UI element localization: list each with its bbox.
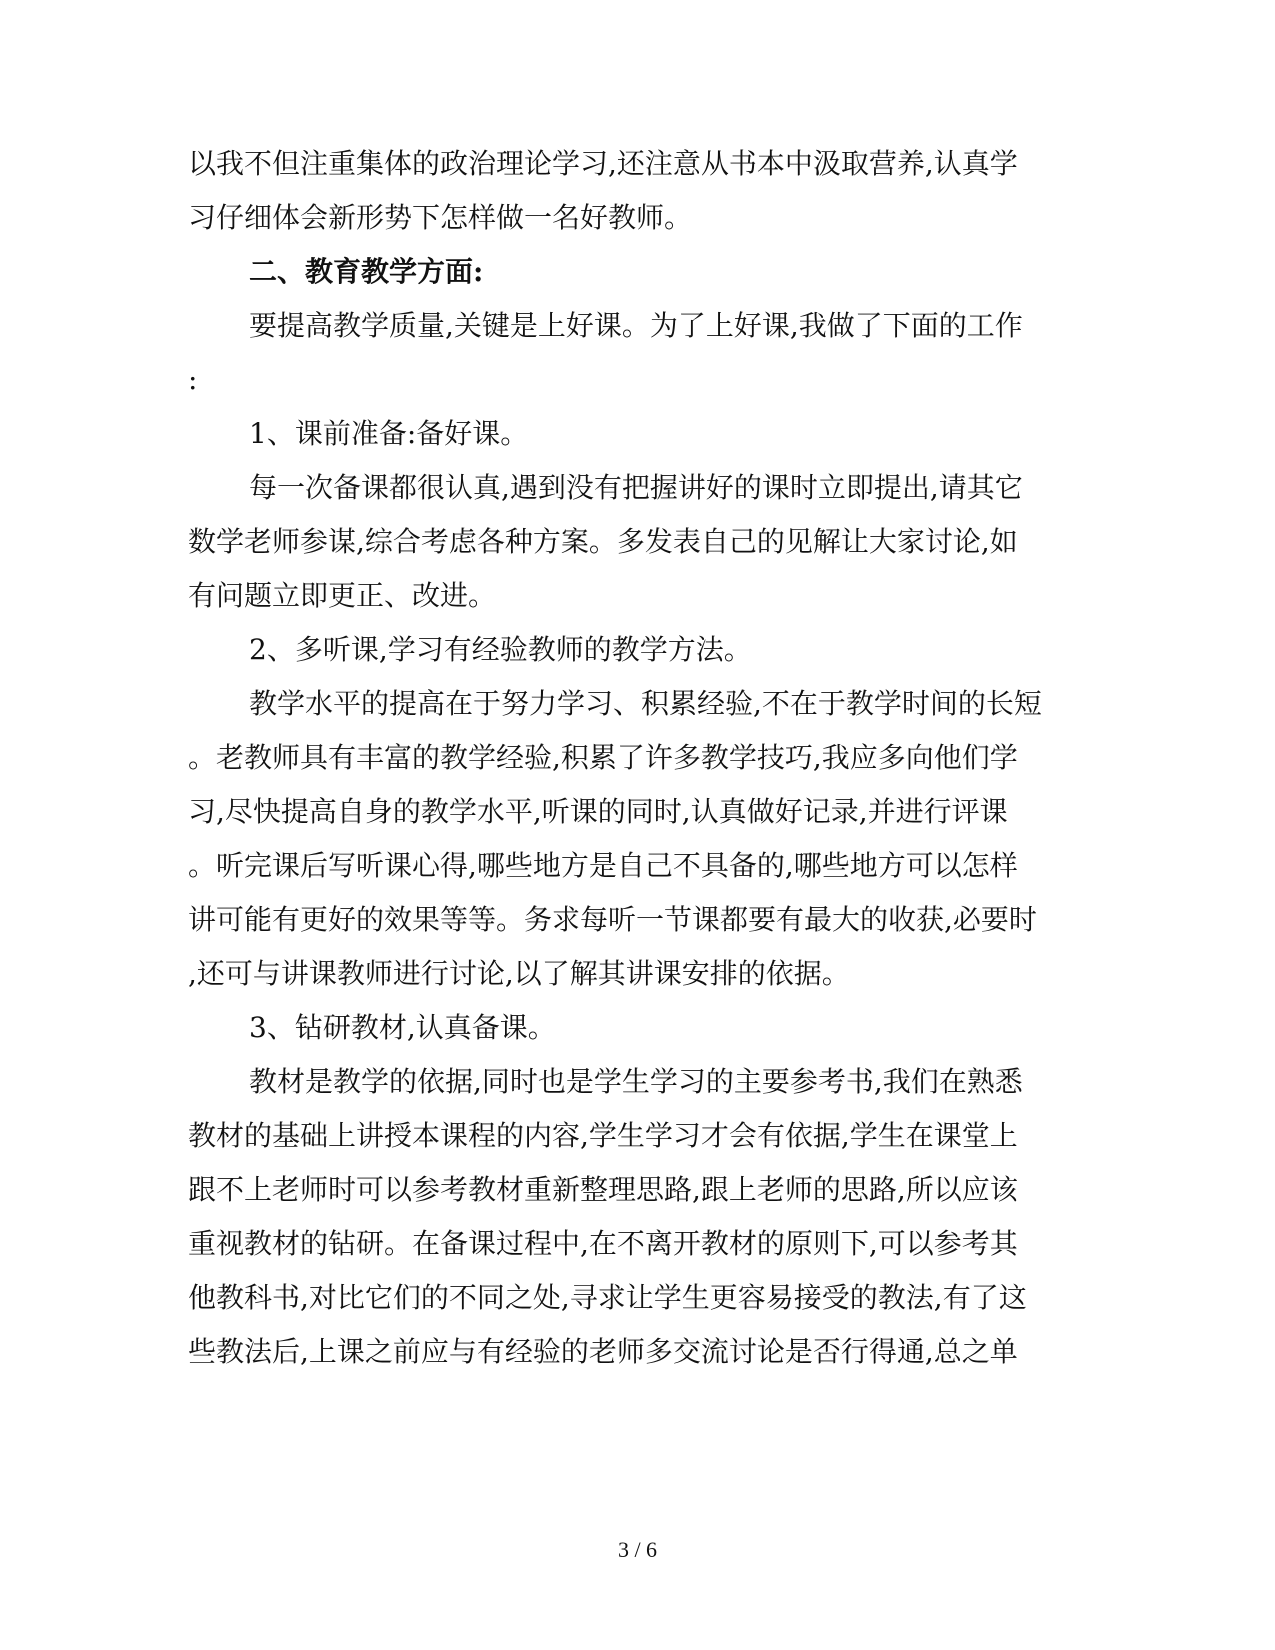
paragraph-line: 有问题立即更正、改进。 — [188, 579, 497, 612]
section-heading: 二、教育教学方面: — [249, 255, 484, 288]
paragraph-line: 习仔细体会新形势下怎样做一名好教师。 — [188, 201, 693, 234]
paragraph-line: 。老教师具有丰富的教学经验,积累了许多教学技巧,我应多向他们学 — [188, 741, 1018, 774]
paragraph-line: 教材的基础上讲授本课程的内容,学生学习才会有依据,学生在课堂上 — [188, 1119, 1018, 1152]
paragraph-line: : — [188, 363, 198, 396]
subheading: 3、钻研教材,认真备课。 — [249, 1011, 556, 1044]
paragraph-line: 数学老师参谋,综合考虑各种方案。多发表自己的见解让大家讨论,如 — [188, 525, 1018, 558]
paragraph-line: 讲可能有更好的效果等等。务求每听一节课都要有最大的收获,必要时 — [188, 903, 1037, 936]
page-number: 3 / 6 — [617, 1537, 658, 1562]
paragraph-line: 教材是教学的依据,同时也是学生学习的主要参考书,我们在熟悉 — [249, 1065, 1023, 1098]
subheading: 2、多听课,学习有经验教师的教学方法。 — [249, 633, 752, 666]
paragraph-line: 要提高教学质量,关键是上好课。为了上好课,我做了下面的工作 — [249, 309, 1023, 342]
paragraph-line: 每一次备课都很认真,遇到没有把握讲好的课时立即提出,请其它 — [249, 471, 1023, 504]
paragraph-line: 跟不上老师时可以参考教材重新整理思路,跟上老师的思路,所以应该 — [188, 1173, 1018, 1206]
paragraph-line: 教学水平的提高在于努力学习、积累经验,不在于教学时间的长短 — [249, 687, 1042, 720]
paragraph-line: ,还可与讲课教师进行讨论,以了解其讲课安排的依据。 — [188, 957, 850, 990]
paragraph-line: 重视教材的钻研。在备课过程中,在不离开教材的原则下,可以参考其 — [188, 1227, 1018, 1260]
paragraph-line: 些教法后,上课之前应与有经验的老师多交流讨论是否行得通,总之单 — [188, 1335, 1018, 1368]
paragraph-line: 习,尽快提高自身的教学水平,听课的同时,认真做好记录,并进行评课 — [188, 795, 1008, 828]
paragraph-line: 以我不但注重集体的政治理论学习,还注意从书本中汲取营养,认真学 — [188, 147, 1018, 180]
paragraph-line: 他教科书,对比它们的不同之处,寻求让学生更容易接受的教法,有了这 — [188, 1281, 1027, 1314]
paragraph-line: 。听完课后写听课心得,哪些地方是自己不具备的,哪些地方可以怎样 — [188, 849, 1018, 882]
subheading: 1、课前准备:备好课。 — [249, 417, 529, 450]
